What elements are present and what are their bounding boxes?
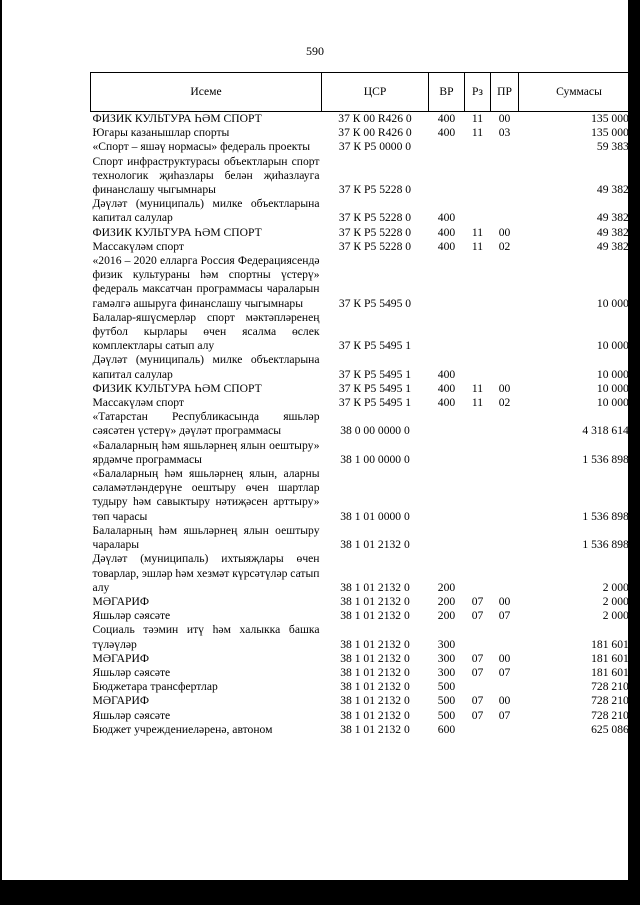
cell-vr: 200 (437, 580, 456, 594)
cell-rz: 07 (471, 594, 484, 608)
cell-name: Балалар-яшүсмерләр спорт мәктәпләренең футбол кырлары өчен ясалма өслек комплектлары сатып алу (92, 310, 320, 353)
cell-csr: 37 К Р5 5495 1 (338, 367, 412, 381)
cell-rz: 11 (471, 381, 484, 395)
cell-csr: 37 К Р5 5495 1 (338, 381, 412, 395)
cell-pr (491, 439, 519, 467)
cell-csr: 37 К Р5 5228 0 (338, 239, 412, 253)
cell-csr: 37 К Р5 5228 0 (338, 225, 412, 239)
cell-rz (465, 623, 491, 651)
cell-name: Массакүләм спорт (92, 396, 184, 410)
cell-pr: 03 (498, 126, 511, 140)
cell-pr: 00 (498, 225, 511, 239)
table-row (91, 197, 640, 225)
cell-pr (491, 524, 519, 552)
cell-rz: 07 (471, 665, 484, 679)
cell-sum: 1 536 898,1 (582, 509, 638, 523)
table-row (91, 609, 640, 623)
page-number: 590 (306, 44, 324, 58)
table-row (91, 666, 640, 680)
cell-rz: 11 (471, 126, 484, 140)
cell-sum: 49 382,7 (596, 183, 638, 197)
table-row (91, 552, 640, 595)
cell-pr: 00 (498, 694, 511, 708)
table-row (91, 140, 640, 154)
cell-sum: 135 000,0 (519, 112, 640, 127)
table-row (91, 240, 640, 254)
cell-rz: 07 (471, 651, 484, 665)
cell-vr: 400 (437, 239, 456, 253)
cell-sum: 10 000,4 (596, 339, 638, 353)
cell-sum: 1 536 898,1 (582, 538, 638, 552)
table-row (91, 595, 640, 609)
budget-table (90, 72, 640, 737)
cell-rz: 07 (471, 708, 484, 722)
cell-sum: 728 210,0 (591, 708, 638, 722)
table-row (91, 410, 640, 438)
cell-vr: 400 (437, 126, 456, 140)
table-header-row (91, 73, 640, 112)
cell-pr (491, 623, 519, 651)
cell-pr: 02 (498, 239, 511, 253)
cell-pr (491, 467, 519, 524)
cell-vr (429, 439, 465, 467)
cell-vr (429, 410, 465, 438)
cell-name: МӘГАРИФ (92, 651, 149, 665)
table-row (91, 155, 640, 198)
cell-rz (465, 467, 491, 524)
cell-rz: 07 (471, 609, 484, 623)
cell-name: «Балаларның һәм яшьләрнең ялын оештыру» ярдәмче программасы (92, 438, 320, 466)
cell-vr: 600 (437, 722, 456, 736)
cell-csr: 37 К 00 R426 0 (322, 112, 429, 127)
cell-name: «Балаларның һәм яшьләрнең ялын, аларны сәламәтләндерүне оештыру өчен шартлар тудыру һәм савыктыру нәтиҗәсен арттыру» төп чарасы (92, 467, 320, 523)
cell-pr (491, 311, 519, 354)
cell-vr: 400 (437, 396, 456, 410)
cell-sum: 1 536 898,1 (582, 452, 638, 466)
cell-vr (429, 524, 465, 552)
cell-pr: 00 (491, 112, 519, 127)
cell-csr: 37 К 00 R426 0 (338, 126, 412, 140)
cell-name: Бюджет учреждениеләренә, автоном (92, 722, 273, 736)
cell-sum: 728 210,0 (591, 680, 638, 694)
cell-name: ФИЗИК КУЛЬТУРА ҺӘМ СПОРТ (92, 225, 262, 239)
table-row (91, 467, 640, 524)
cell-csr: 38 1 01 2132 0 (340, 580, 410, 594)
cell-vr: 500 (437, 694, 456, 708)
table-row (91, 311, 640, 354)
cell-sum: 10 000,4 (596, 396, 638, 410)
cell-pr (491, 723, 519, 737)
cell-sum: 728 210,0 (591, 694, 638, 708)
cell-csr: 37 К Р5 5495 1 (338, 339, 412, 353)
cell-sum: 2 000,0 (602, 594, 638, 608)
cell-name: «Спорт – яшәү нормасы» федераль проекты (92, 140, 311, 154)
cell-vr: 400 (429, 112, 465, 127)
cell-vr (429, 311, 465, 354)
table-row (91, 709, 640, 723)
cell-pr (491, 197, 519, 225)
cell-name: Спорт инфраструктурасы объектларын спорт технологик җиһазлары белән җиһазлауга финанслашу чыгымнары (92, 154, 320, 197)
cell-vr (429, 155, 465, 198)
table-row (91, 382, 640, 396)
cell-name: Яшьләр сәясәте (92, 708, 171, 722)
cell-name: Бюджетара трансфертлар (92, 680, 218, 694)
cell-csr: 37 К Р5 5495 1 (338, 396, 412, 410)
table-row (91, 396, 640, 410)
cell-name: Яшьләр сәясәте (92, 665, 171, 679)
cell-csr: 38 1 01 2132 0 (340, 594, 410, 608)
cell-name: МӘГАРИФ (92, 594, 149, 608)
cell-csr: 38 1 01 0000 0 (340, 509, 410, 523)
cell-rz (465, 353, 491, 381)
cell-pr: 07 (498, 609, 511, 623)
cell-vr (429, 467, 465, 524)
cell-csr: 37 К Р5 5228 0 (338, 183, 412, 197)
table-row (91, 112, 640, 127)
cell-rz: 11 (471, 396, 484, 410)
cell-pr: 07 (498, 708, 511, 722)
cell-csr: 38 1 01 2132 0 (340, 538, 410, 552)
cell-vr: 300 (437, 637, 456, 651)
cell-name: Балаларның һәм яшьләрнең ялын оештыру чаралары (92, 523, 320, 552)
header-name: Исеме (91, 73, 322, 112)
cell-sum: 181 601,5 (591, 665, 638, 679)
cell-rz: 11 (465, 112, 491, 127)
cell-vr: 500 (437, 680, 456, 694)
cell-csr: 37 К Р5 0000 0 (338, 140, 412, 154)
table-row (91, 652, 640, 666)
cell-sum: 49 382,7 (596, 211, 638, 225)
table-row (91, 439, 640, 467)
cell-sum: 4 318 614,7 (582, 424, 638, 438)
cell-pr (491, 680, 519, 694)
cell-rz (465, 524, 491, 552)
cell-rz (465, 680, 491, 694)
table-row (91, 353, 640, 381)
cell-pr: 07 (498, 665, 511, 679)
header-pr: ПР (491, 73, 519, 112)
cell-name: Югары казанышлар спорты (92, 126, 230, 140)
cell-csr: 38 1 01 2132 0 (340, 694, 410, 708)
cell-pr: 00 (498, 381, 511, 395)
header-rz: Рз (465, 73, 491, 112)
cell-vr: 300 (437, 651, 456, 665)
cell-pr (491, 140, 519, 154)
table-row (91, 126, 640, 140)
cell-rz (465, 410, 491, 438)
cell-csr: 38 1 00 0000 0 (340, 452, 410, 466)
cell-csr: 38 1 01 2132 0 (340, 665, 410, 679)
table-row (91, 694, 640, 708)
cell-name: «Татарстан Республикасында яшьләр сәясәтен үстерү» дәүләт программасы (92, 410, 320, 438)
cell-sum: 49 382,7 (596, 239, 638, 253)
cell-rz (465, 439, 491, 467)
cell-csr: 37 К Р5 5495 0 (338, 296, 412, 310)
cell-sum: 625 086,6 (591, 722, 638, 736)
cell-sum: 10 000,4 (596, 381, 638, 395)
cell-pr: 00 (498, 594, 511, 608)
cell-csr: 37 К Р5 5228 0 (338, 211, 412, 225)
cell-vr (429, 254, 465, 311)
cell-sum: 135 000,0 (591, 126, 638, 140)
cell-name: ФИЗИК КУЛЬТУРА ҺӘМ СПОРТ (91, 112, 322, 127)
cell-sum: 59 383,1 (596, 140, 638, 154)
cell-name: «2016 – 2020 елларга Россия Федерациясендә физик культураны һәм спортны үстерү» федераль максатчан программасы чараларын гамәлгә ашыруга финанслашу чыгымнары (92, 254, 320, 310)
cell-pr (491, 410, 519, 438)
cell-csr: 38 0 00 0000 0 (340, 424, 410, 438)
cell-csr: 38 1 01 2132 0 (340, 637, 410, 651)
cell-vr: 200 (437, 609, 456, 623)
cell-csr: 38 1 01 2132 0 (340, 708, 410, 722)
cell-pr (491, 254, 519, 311)
cell-vr: 400 (437, 211, 456, 225)
cell-name: Дәүләт (муниципаль) милке объектларына капитал салулар (92, 197, 320, 225)
cell-vr: 200 (437, 594, 456, 608)
cell-sum: 181 601,5 (591, 637, 638, 651)
cell-csr: 38 1 01 2132 0 (340, 680, 410, 694)
cell-sum: 181 601,5 (591, 651, 638, 665)
cell-name: Массакүләм спорт (92, 239, 184, 253)
cell-sum: 49 382,7 (596, 225, 638, 239)
table-row (91, 524, 640, 552)
cell-vr: 500 (437, 708, 456, 722)
cell-csr: 38 1 01 2132 0 (340, 722, 410, 736)
cell-rz: 07 (471, 694, 484, 708)
cell-rz (465, 254, 491, 311)
table-row (91, 623, 640, 651)
cell-vr: 400 (437, 367, 456, 381)
cell-pr: 02 (498, 396, 511, 410)
table-row (91, 254, 640, 311)
cell-sum: 10 000,4 (596, 367, 638, 381)
cell-pr (491, 552, 519, 595)
cell-rz (465, 311, 491, 354)
document-page (2, 0, 638, 880)
cell-name: ФИЗИК КУЛЬТУРА ҺӘМ СПОРТ (92, 381, 262, 395)
table-row (91, 723, 640, 737)
cell-sum: 2 000,0 (602, 609, 638, 623)
cell-rz (465, 723, 491, 737)
cell-sum: 2 000,0 (602, 580, 638, 594)
table-row (91, 226, 640, 240)
table-row (91, 680, 640, 694)
cell-vr: 400 (437, 381, 456, 395)
cell-vr (429, 140, 465, 154)
header-sum: Суммасы (519, 73, 640, 112)
cell-rz: 11 (471, 239, 484, 253)
cell-pr (491, 155, 519, 198)
cell-sum: 10 000,4 (596, 296, 638, 310)
cell-csr: 38 1 01 2132 0 (340, 651, 410, 665)
cell-rz (465, 140, 491, 154)
cell-name: Яшьләр сәясәте (92, 609, 171, 623)
cell-rz (465, 197, 491, 225)
cell-pr (491, 353, 519, 381)
cell-vr: 400 (437, 225, 456, 239)
cell-rz: 11 (471, 225, 484, 239)
cell-rz (465, 552, 491, 595)
header-csr: ЦСР (322, 73, 429, 112)
cell-rz (465, 155, 491, 198)
cell-name: МӘГАРИФ (92, 694, 149, 708)
cell-name: Дәүләт (муниципаль) ихтыяҗлары өчен товарлар, эшләр һәм хезмәт күрсәтүләр сатып алу (92, 552, 320, 594)
cell-name: Социаль тәэмин итү һәм халыкка башка түләүләр (92, 623, 320, 651)
cell-pr: 00 (498, 651, 511, 665)
header-vr: ВР (429, 73, 465, 112)
cell-name: Дәүләт (муниципаль) милке объектларына капитал салулар (92, 353, 320, 381)
cell-vr: 300 (437, 665, 456, 679)
cell-csr: 38 1 01 2132 0 (340, 609, 410, 623)
